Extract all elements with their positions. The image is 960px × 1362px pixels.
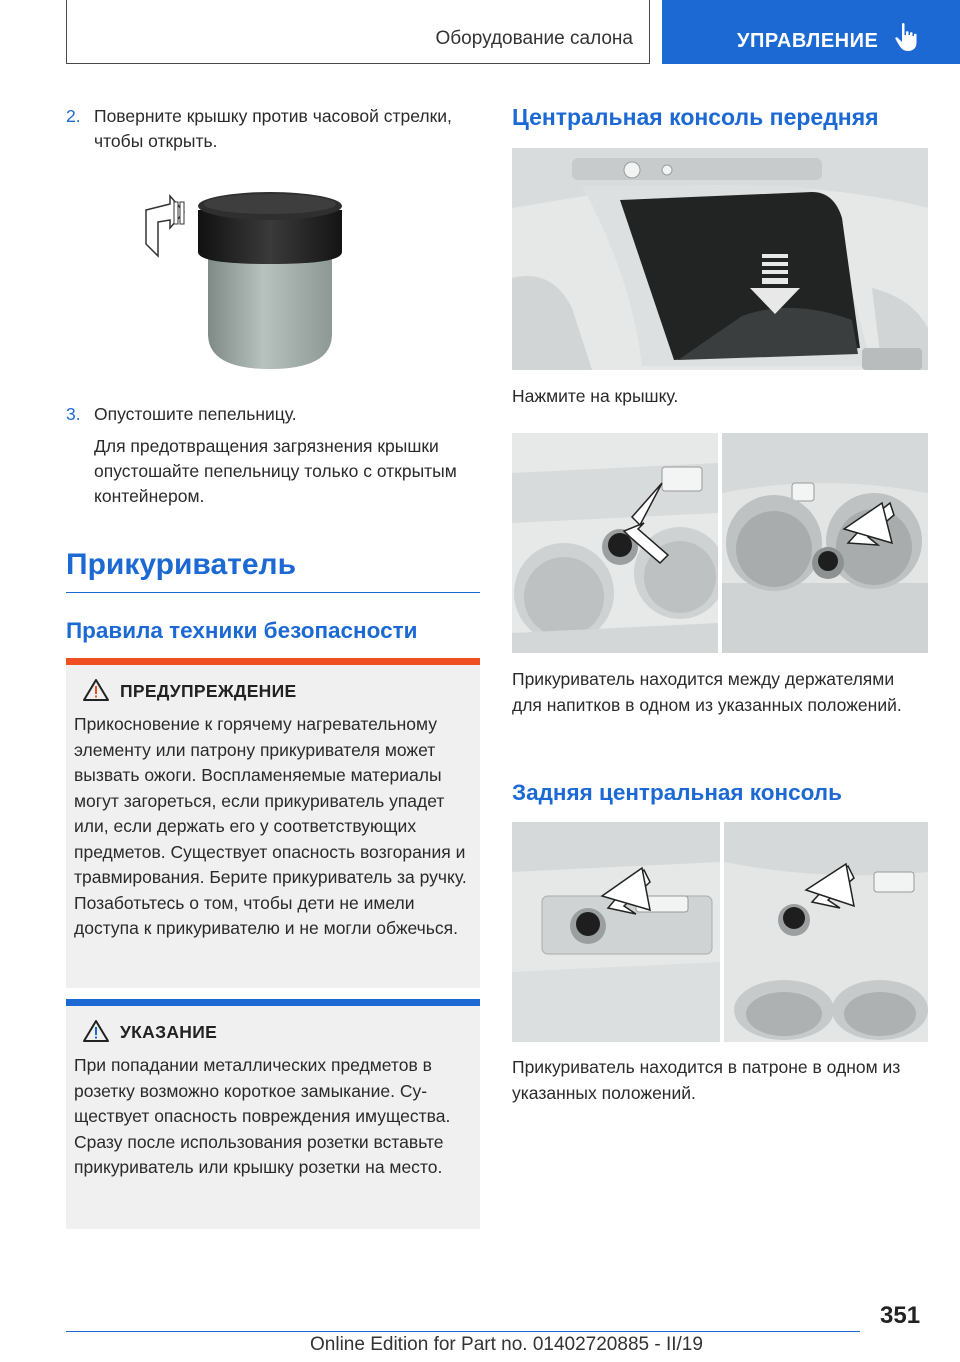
footer-rule (66, 1331, 860, 1332)
step-3-number: 3. (66, 404, 81, 424)
front-lighter-drawing-a (512, 433, 718, 653)
warning-box (66, 658, 480, 988)
front-lighter-photo-b (722, 433, 928, 653)
left-column (66, 104, 480, 154)
step-3-text: Опустошите пепельницу. (94, 404, 297, 424)
front-lighter-drawing-b (722, 433, 928, 653)
rear-lighter-drawing-b (724, 822, 928, 1042)
step-3 (66, 402, 480, 427)
warning-heading (74, 678, 472, 706)
notice-text: При попадании металлических предметов в розетку возможно короткое замыкание. Существует опасность повреждения имущества. Сразу после использования розетки вставьте прикуриватель или крышку розетки на место. (74, 1055, 451, 1177)
rear-lighter-photo-b (724, 822, 928, 1042)
step-3-note (66, 434, 480, 509)
front-console-drawing (512, 148, 928, 370)
rear-caption-location: Прикуриватель находится в патроне в одном из указанных положений. (512, 1057, 901, 1103)
header-section-title: Оборудование салона (435, 28, 633, 49)
ashtray-illustration (140, 184, 350, 374)
warning-bar (66, 658, 480, 665)
header-chapter-title: УПРАВЛЕНИЕ (737, 30, 879, 52)
notice-box (66, 999, 480, 1229)
front-caption-location: Прикуриватель находится между держателями для напитков в одном из указанных положений. (512, 669, 902, 715)
page-number: 351 (880, 1302, 921, 1329)
notice-title: УКАЗАНИЕ (120, 1022, 218, 1042)
section-title-lighter: Прикуриватель (66, 548, 297, 581)
header-chapter-tab[interactable] (662, 0, 960, 64)
notice-triangle-icon (82, 1019, 110, 1043)
rear-lighter-photo-a (512, 822, 720, 1042)
warning-title: ПРЕДУПРЕЖДЕНИЕ (120, 681, 297, 701)
left-column-steps (66, 402, 480, 509)
rear-lighter-drawing-a (512, 822, 720, 1042)
section-rule (66, 592, 480, 593)
step-3-note-text: Для предотвращения загрязнения крышки опустошайте пепельницу только с открытым контейнером. (94, 436, 457, 506)
step-2-number: 2. (66, 106, 81, 126)
warning-triangle-icon (82, 678, 110, 702)
header-section-box (66, 0, 650, 64)
section-title-rear-console: Задняя центральная консоль (512, 780, 842, 805)
warning-text: Прикосновение к горячему нагревательному элементу или патрону прикуривателя может вызвать ожоги. Воспламеняемые материалы могут загореться, если прикуриватель упадет или, если держать его у соответствующих предметов. Существует опасность возгорания и травмирования. Берите прикуриватель за ручку. Позаботьтесь о том, чтобы дети не имели доступа к прикуривателю и не могли обжечься. (74, 714, 467, 938)
section-title-front-console: Центральная консоль передняя (512, 104, 879, 130)
subsection-title-safety: Правила техники безопасности (66, 618, 418, 643)
front-console-photo (512, 148, 928, 370)
step-2-text: Поверните крышку против часовой стрелки, чтобы открыть. (94, 106, 452, 151)
step-2 (66, 104, 480, 154)
notice-bar (66, 999, 480, 1006)
notice-heading (74, 1019, 472, 1047)
hand-pointer-icon (894, 22, 920, 52)
front-caption-press: Нажмите на крышку. (512, 386, 679, 406)
footer-edition: Online Edition for Part no. 01402720885 - II/19 (310, 1334, 703, 1355)
front-lighter-photo-a (512, 433, 718, 653)
